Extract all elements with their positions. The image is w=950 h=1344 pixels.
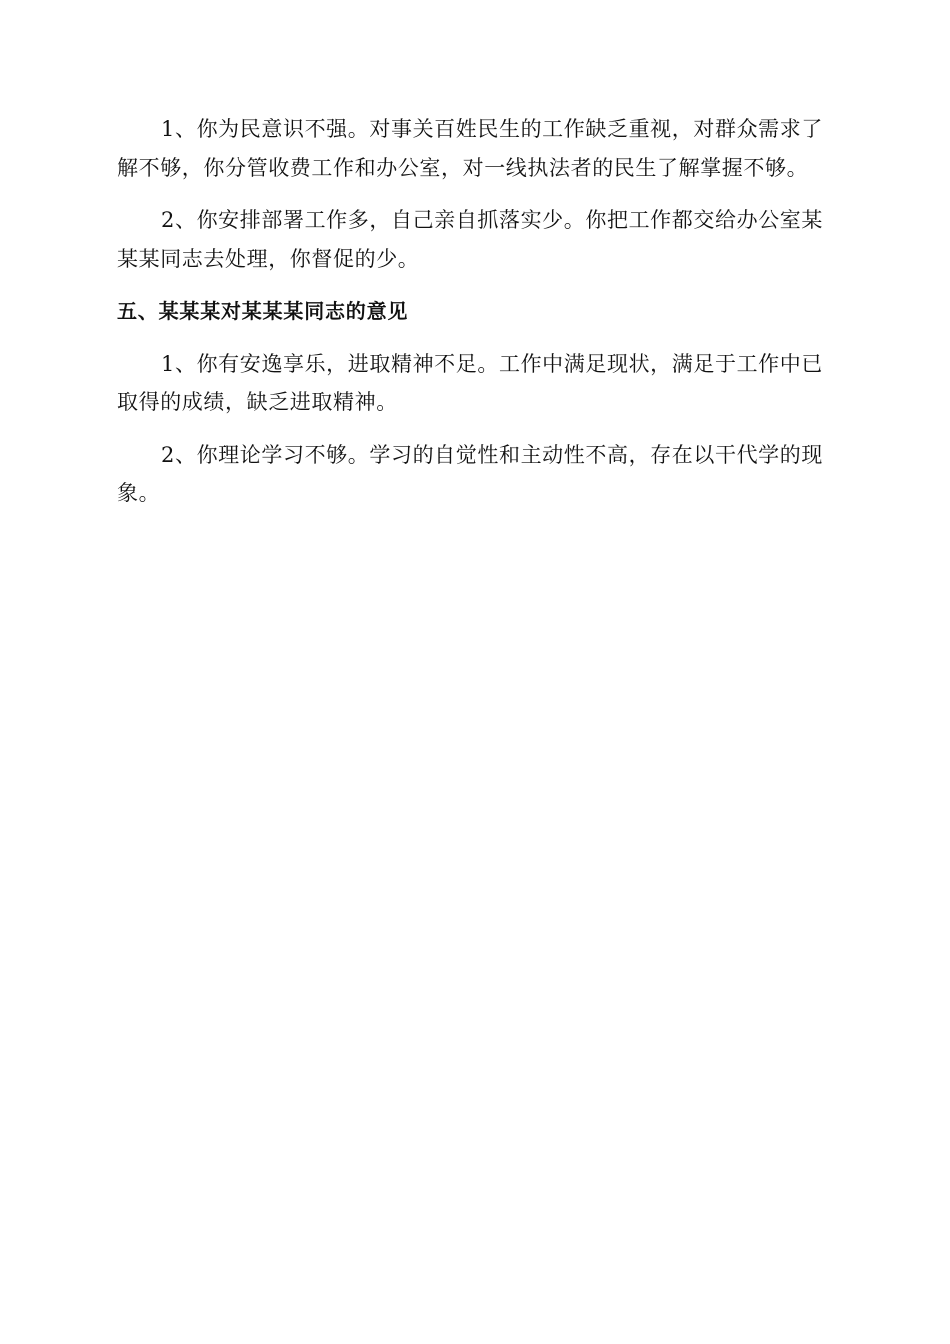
section-heading: 五、某某某对某某某同志的意见 [117,299,409,323]
paragraph: 1、你有安逸享乐，进取精神不足。工作中满足现状，满足于工作中已取得的成绩，缺乏进取精神。 [117,351,823,414]
paragraph: 1、你为民意识不强。对事关百姓民生的工作缺乏重视，对群众需求了解不够，你分管收费工作和办公室，对一线执法者的民生了解掌握不够。 [117,117,823,180]
paragraph: 2、你理论学习不够。学习的自觉性和主动性不高，存在以干代学的现象。 [117,442,823,505]
document-body [117,110,823,527]
paragraph: 2、你安排部署工作多，自己亲自抓落实少。你把工作都交给办公室某某某同志去处理，你督促的少。 [117,208,823,271]
